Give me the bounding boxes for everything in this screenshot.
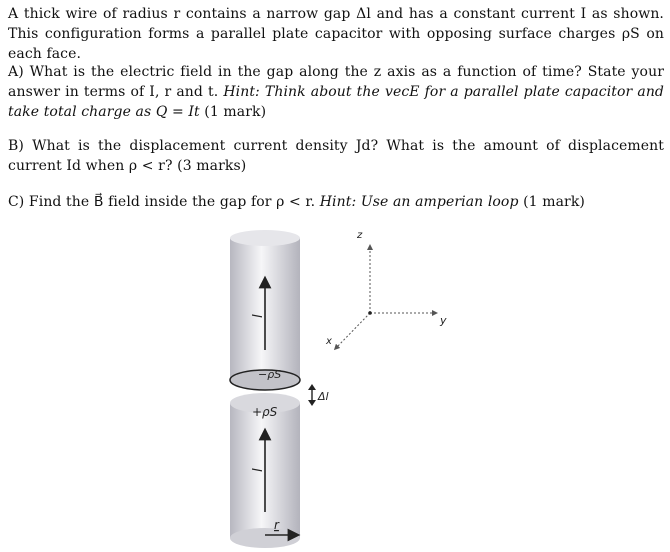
gap-label: Δl	[318, 390, 329, 403]
part-b-text: B) What is the displacement current density Jd? What is the amount of displacement current Id when ρ < r?	[8, 138, 664, 174]
current-label-bottom: I	[248, 468, 263, 472]
part-c-text: C) Find the B⃗ field inside the gap for ρ < r.	[8, 194, 316, 210]
gap-marker	[308, 384, 316, 406]
part-a-marks: (1 mark)	[204, 104, 267, 120]
minus-rho-label: −ρS	[258, 368, 282, 381]
part-c-marks: (1 mark)	[523, 194, 585, 210]
part-a-charge-formula: Q = It	[155, 104, 200, 120]
part-a-hint: Hint: Think about the vecE for a parallel plate capacitor and take total charge as	[8, 84, 664, 120]
x-axis	[336, 313, 370, 348]
upper-wire-segment	[230, 230, 300, 390]
coordinate-axes	[336, 247, 435, 348]
part-c-hint: Hint: Use an amperian loop	[319, 194, 519, 210]
radius-label: r	[274, 518, 279, 532]
part-a-text: A) What is the electric field in the gap along the z axis as a function of time? State your answer in terms of I, r and t.	[8, 64, 664, 100]
z-axis-label: z	[357, 230, 363, 241]
plus-rho-label: +ρS	[252, 405, 278, 419]
y-axis-label: y	[440, 314, 447, 327]
problem-intro: A thick wire of radius r contains a narrow gap Δl and has a constant current I as shown. This configuration forms a parallel plate capacitor with opposing surface charges ρS on each face.	[8, 6, 664, 62]
x-axis-label: x	[326, 336, 332, 347]
part-b-marks: (3 marks)	[177, 158, 247, 174]
current-label-top: I	[248, 314, 263, 318]
